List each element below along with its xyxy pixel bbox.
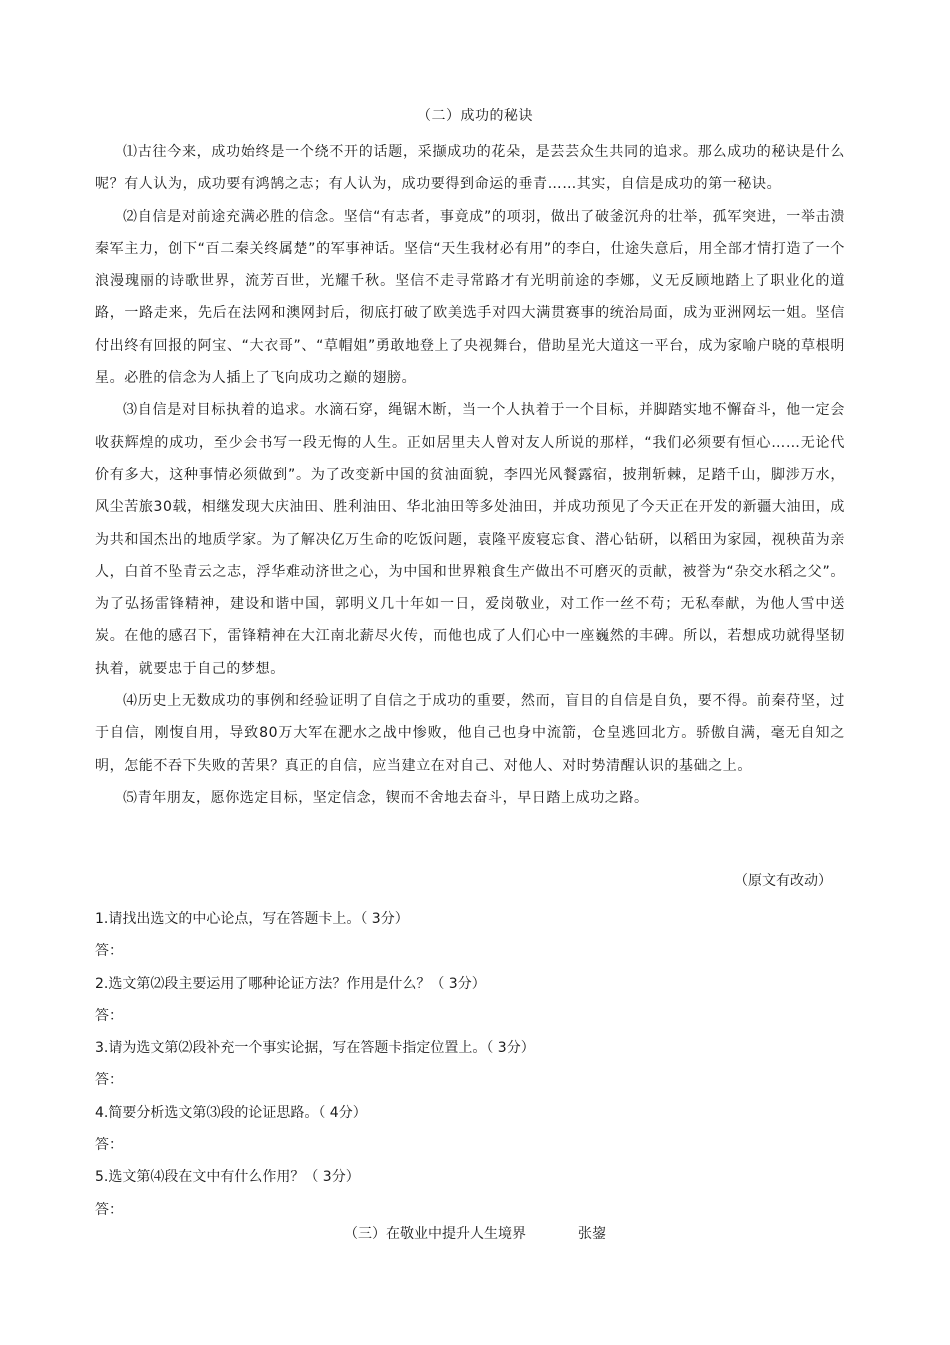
answer-label-3: 答： <box>95 1072 123 1089</box>
next-section-author: 张鋆 <box>578 1226 606 1242</box>
next-section-heading <box>0 1224 950 1244</box>
question-list <box>95 903 855 1226</box>
paragraph-4: ⑷历史上无数成功的事例和经验证明了自信之于成功的重要，然而，盲目的自信是自负，要不得。前秦苻坚，过于自信，刚愎自用，导致80万大军在淝水之战中惨败，他自己也身中流箭，仓皇逃回北方。骄傲自满，毫无自知之明，怎能不吞下失败的苦果？真正的自信，应当建立在对自己、对他人、对时势清醒认识的基础之上。 <box>95 693 845 774</box>
question-3: 3.请为选文第⑵段补充一个事实论据，写在答题卡指定位置上。（ 3分） <box>95 1040 535 1057</box>
question-4: 4.简要分析选文第⑶段的论证思路。（ 4分） <box>95 1104 367 1121</box>
answer-label-2: 答： <box>95 1007 123 1024</box>
paragraph-2: ⑵自信是对前途充满必胜的信念。坚信“有志者，事竟成”的项羽，做出了破釜沉舟的壮举，孤军突进，一举击溃秦军主力，创下“百二秦关终属楚”的军事神话。坚信“天生我材必有用”的李白，仕途失意后，用全部才情打造了一个浪漫瑰丽的诗歌世界，流芳百世，光耀千秋。坚信不走寻常路才有光明前途的李娜，义无反顾地踏上了职业化的道路，一路走来，先后在法网和澳网封后，彻底打破了欧美选手对四大满贯赛事的统治局面，成为亚洲网坛一姐。坚信付出终有回报的阿宝、“大衣哥”、“草帽姐”勇敢地登上了央视舞台，借助星光大道这一平台，成为家喻户晓的草根明星。必胜的信念为人插上了飞向成功之巅的翅膀。 <box>95 208 845 387</box>
paragraph-5: ⑸青年朋友，愿你选定目标，坚定信念，锲而不舍地去奋斗，早日踏上成功之路。 <box>123 789 649 806</box>
question-2: 2.选文第⑵段主要运用了哪种论证方法？作用是什么？（ 3分） <box>95 975 486 992</box>
answer-label-5: 答： <box>95 1201 123 1218</box>
answer-label-4: 答： <box>95 1137 123 1154</box>
article-title: （二）成功的秘诀 <box>417 108 533 124</box>
article-body <box>95 136 845 814</box>
paragraph-1: ⑴古往今来，成功始终是一个绕不开的话题，采撷成功的花朵，是芸芸众生共同的追求。那么成功的秘诀是什么呢？有人认为，成功要有鸿鹄之志；有人认为，成功要得到命运的垂青……其实，自信是成功的第一秘诀。 <box>95 144 845 193</box>
paragraph-3: ⑶自信是对目标执着的追求。水滴石穿，绳锯木断，当一个人执着于一个目标，并脚踏实地不懈奋斗，他一定会收获辉煌的成功，至少会书写一段无悔的人生。正如居里夫人曾对友人所说的那样，“我们必须要有恒心……无论代价有多大，这种事情必须做到”。为了改变新中国的贫油面貌，李四光风餐露宿，披荆斩棘，足踏千山，脚涉万水，风尘苦旅30载，相继发现大庆油田、胜利油田、华北油田等多处油田，并成功预见了今天正在开发的新疆大油田，成为共和国杰出的地质学家。为了解决亿万生命的吃饭问题，袁隆平废寝忘食、潜心钻研，以稻田为家园，视秧苗为亲人，白首不坠青云之志，浮华难动济世之心，为中国和世界粮食生产做出不可磨灭的贡献，被誉为“杂交水稻之父”。为了弘扬雷锋精神，建设和谐中国，郭明义几十年如一日，爱岗敬业，对工作一丝不苟；无私奉献，为他人雪中送炭。在他的感召下，雷锋精神在大江南北薪尽火传，而他也成了人们心中一座巍然的丰碑。所以，若想成功就得坚韧执着，就要忠于自己的梦想。 <box>95 402 845 677</box>
question-5: 5.选文第⑷段在文中有什么作用？（ 3分） <box>95 1169 360 1186</box>
answer-label-1: 答： <box>95 943 123 960</box>
question-1: 1.请找出选文的中心论点，写在答题卡上。（ 3分） <box>95 911 409 927</box>
next-section-title: （三）在敬业中提升人生境界 <box>344 1226 526 1242</box>
source-note: （原文有改动） <box>734 873 832 889</box>
